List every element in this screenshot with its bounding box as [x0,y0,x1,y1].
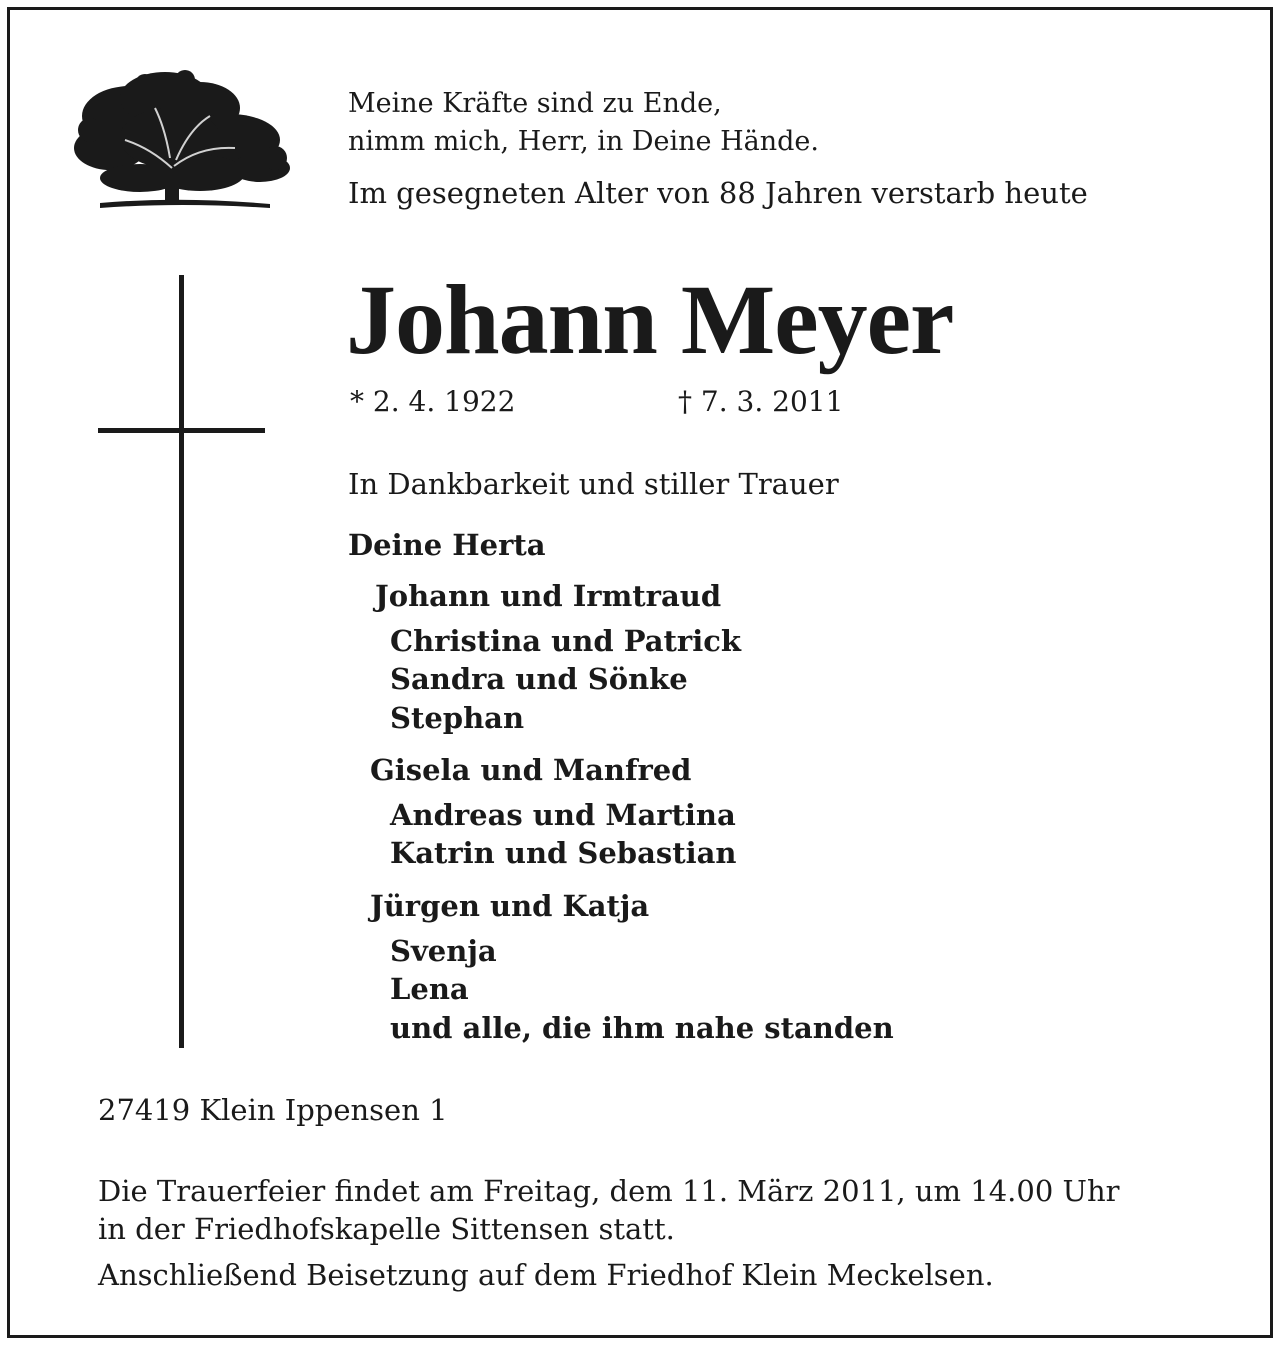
deceased-name: Johann Meyer [346,264,954,375]
mourner-name: und alle, die ihm nahe standen [390,1011,894,1045]
mourner-name: Johann und Irmtraud [375,579,722,613]
verse-line-2: nimm mich, Herr, in Deine Hände. [348,126,819,157]
funeral-line-1: Die Trauerfeier findet am Freitag, dem 11. März 2011, um 14.00 Uhr [98,1174,1120,1208]
mourner-name: Sandra und Sönke [390,662,688,696]
mourner-name: Stephan [390,701,525,735]
cross-icon-bar [98,428,265,433]
tree-icon [70,68,292,210]
mourner-name: Andreas und Martina [390,798,736,832]
mourner-name: Lena [390,972,469,1006]
mourner-name: Deine Herta [348,528,546,562]
mourner-name: Katrin und Sebastian [390,836,737,870]
mourning-line: In Dankbarkeit und stiller Trauer [348,467,839,501]
burial-line: Anschließend Beisetzung auf dem Friedhof Klein Meckelsen. [98,1258,994,1292]
mourner-name: Christina und Patrick [390,624,741,658]
mourner-name: Jürgen und Katja [370,889,650,923]
mourner-name: Svenja [390,934,497,968]
birth-date: * 2. 4. 1922 [350,385,516,418]
funeral-line-2: in der Friedhofskapelle Sittensen statt. [98,1212,675,1246]
cross-icon [179,275,184,1048]
death-date: † 7. 3. 2011 [678,385,844,418]
address: 27419 Klein Ippensen 1 [98,1093,448,1127]
verse-line-1: Meine Kräfte sind zu Ende, [348,88,722,119]
mourner-name: Gisela und Manfred [370,753,692,787]
announcement: Im gesegneten Alter von 88 Jahren verstarb heute [348,176,1088,210]
